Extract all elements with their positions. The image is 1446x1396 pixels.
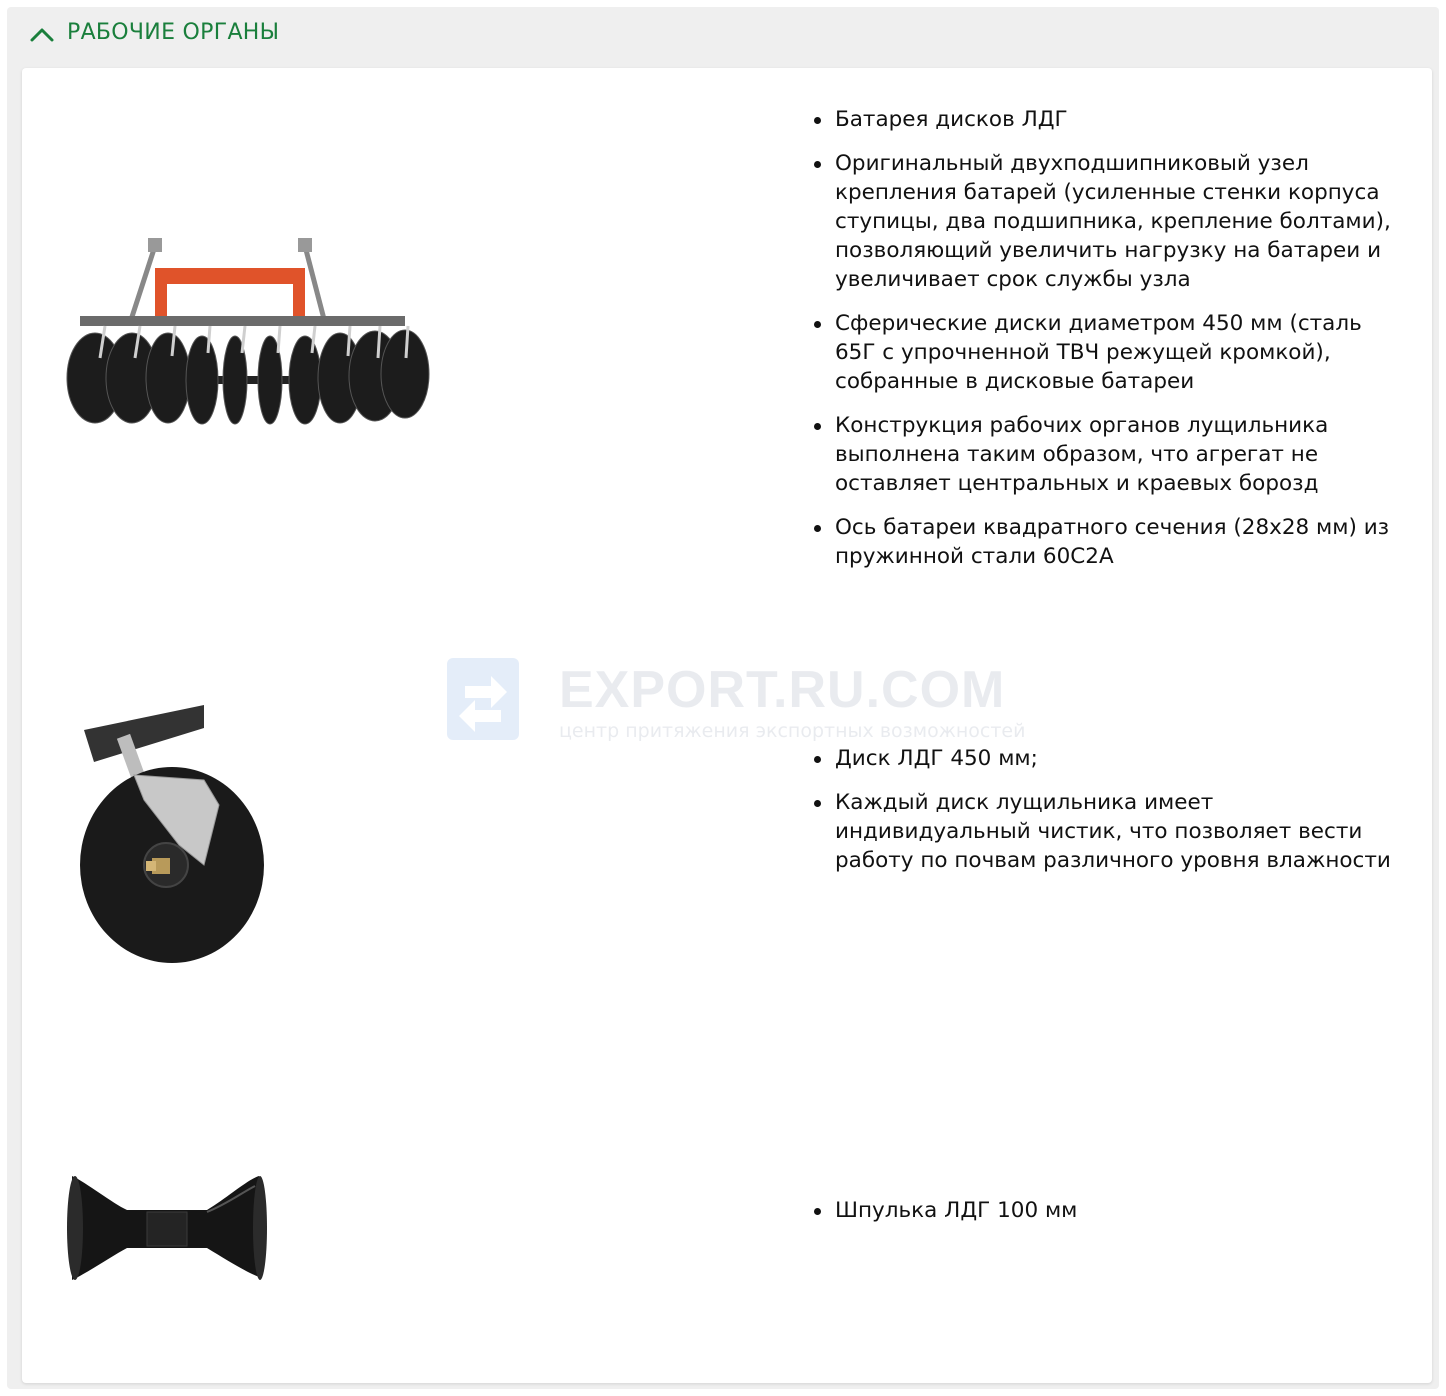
single-disc-image: [64, 700, 279, 970]
spool-features: [812, 1196, 1402, 1240]
accordion-content: [22, 68, 1432, 1383]
list-item: Сферические диски диаметром 450 мм (сталь 65Г с упрочненной ТВЧ режущей кромкой), собранные в дисковые батареи: [812, 309, 1402, 396]
accordion-header[interactable]: [7, 7, 1439, 63]
watermark-brand: EXPORT.RU.COM: [559, 661, 1006, 719]
list-item: Каждый диск лущильника имеет индивидуальный чистик, что позволяет вести работу по почвам различного уровня влажности: [812, 788, 1402, 875]
list-item: Оригинальный двухподшипниковый узел крепления батарей (усиленные стенки корпуса ступицы, два подшипника, крепление болтами), позволяющий увеличить нагрузку на батареи и увеличивает срок службы узла: [812, 149, 1402, 294]
spool-image: [67, 1168, 272, 1288]
export-logo-icon: [447, 658, 519, 740]
watermark: [447, 658, 1047, 748]
accordion-panel: [7, 7, 1439, 1389]
section-title: РАБОЧИЕ ОРГАНЫ: [67, 20, 280, 45]
list-item: Конструкция рабочих органов лущильника выполнена таким образом, что агрегат не оставляет центральных и краевых борозд: [812, 411, 1402, 498]
single-disc-features: [812, 744, 1402, 890]
chevron-up-icon[interactable]: [29, 24, 55, 44]
list-item: Ось батареи квадратного сечения (28х28 мм) из пружинной стали 60С2А: [812, 513, 1402, 571]
disc-battery-features: [812, 105, 1402, 586]
watermark-tagline: центр притяжения экспортных возможностей: [559, 720, 1026, 742]
list-item: Диск ЛДГ 450 мм;: [812, 744, 1402, 773]
list-item: Шпулька ЛДГ 100 мм: [812, 1196, 1402, 1225]
disc-battery-image: [60, 228, 430, 443]
list-item: Батарея дисков ЛДГ: [812, 105, 1402, 134]
